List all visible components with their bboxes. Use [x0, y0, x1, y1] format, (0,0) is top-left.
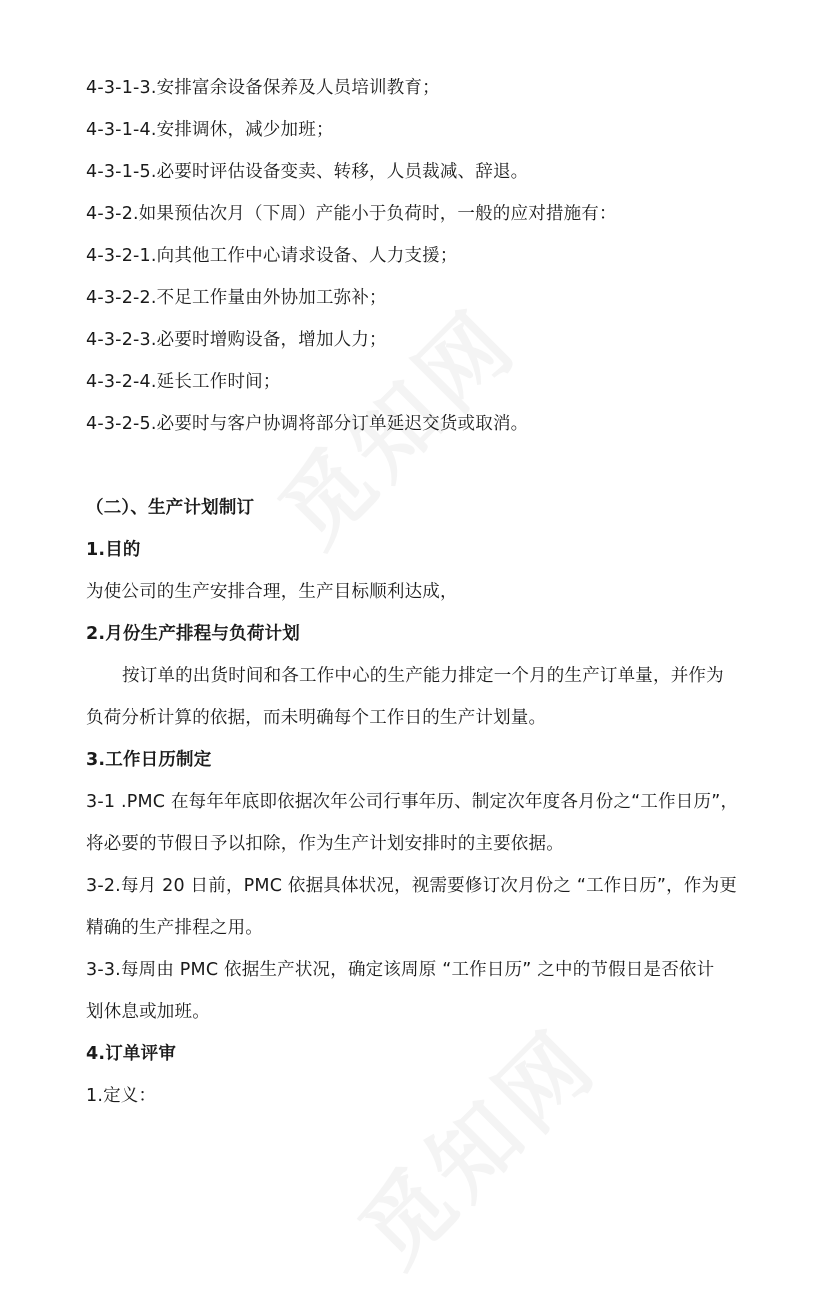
paragraph: 1.定义：	[86, 1086, 157, 1106]
list-item: 4-3-2-5.必要时与客户协调将部分订单延迟交货或取消。	[86, 414, 529, 434]
paragraph: 负荷分析计算的依据，而未明确每个工作日的生产计划量。	[86, 708, 547, 728]
paragraph: 精确的生产排程之用。	[86, 918, 263, 938]
list-item: 4-3-2-1.向其他工作中心请求设备、人力支援；	[86, 246, 458, 266]
list-item: 4-3-2-3.必要时增购设备，增加人力；	[86, 330, 387, 350]
subsection-heading: 3.工作日历制定	[86, 750, 212, 770]
list-item: 4-3-1-5.必要时评估设备变卖、转移，人员裁减、辞退。	[86, 162, 529, 182]
paragraph: 按订单的出货时间和各工作中心的生产能力排定一个月的生产订单量，并作为	[122, 666, 724, 686]
paragraph: 3-3.每周由 PMC 依据生产状况，确定该周原 “工作日历” 之中的节假日是否依计	[86, 960, 715, 980]
subsection-heading: 4.订单评审	[86, 1044, 177, 1064]
paragraph: 划休息或加班。	[86, 1002, 210, 1022]
list-item: 4-3-2.如果预估次月（下周）产能小于负荷时，一般的应对措施有：	[86, 204, 617, 224]
subsection-heading: 1.目的	[86, 540, 141, 560]
paragraph: 3-2.每月 20 日前，PMC 依据具体状况，视需要修订次月份之 “工作日历”，作为更	[86, 876, 737, 896]
watermark	[328, 997, 621, 1289]
list-item: 4-3-2-2.不足工作量由外协加工弥补；	[86, 288, 387, 308]
list-item: 4-3-2-4.延长工作时间；	[86, 372, 281, 392]
paragraph: 为使公司的生产安排合理，生产目标顺利达成，	[86, 582, 458, 602]
list-item: 4-3-1-4.安排调休，减少加班；	[86, 120, 334, 140]
list-item: 4-3-1-3.安排富余设备保养及人员培训教育；	[86, 78, 440, 98]
paragraph: 将必要的节假日予以扣除，作为生产计划安排时的主要依据。	[86, 834, 564, 854]
paragraph: 3-1 .PMC 在每年年底即依据次年公司行事年历、制定次年度各月份之“工作日历”，	[86, 792, 739, 812]
subsection-heading: 2.月份生产排程与负荷计划	[86, 624, 300, 644]
section-heading: （二）、生产计划制订	[86, 498, 255, 518]
